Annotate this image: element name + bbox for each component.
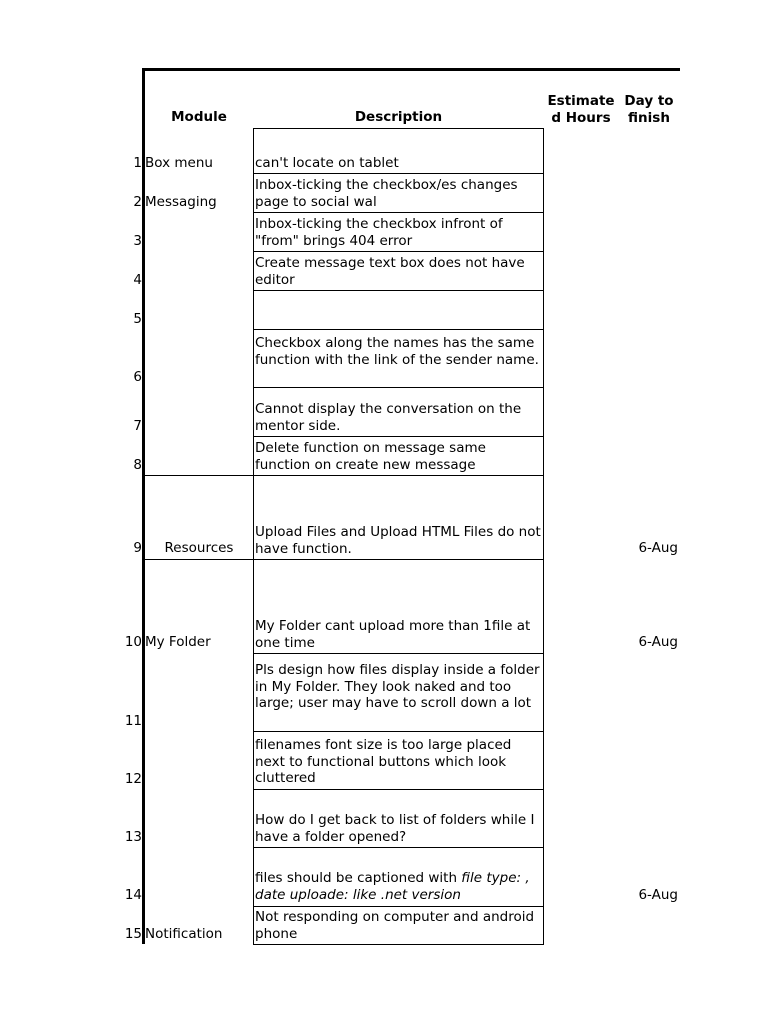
header-day-to-finish: Day to finish [624, 93, 674, 126]
module-name: Messaging [145, 194, 217, 210]
module-name: Box menu [145, 155, 213, 171]
row-number: 11 [124, 713, 142, 729]
description-text: Inbox-ticking the checkbox infront of "from" brings 404 error [255, 216, 503, 249]
row-number: 3 [133, 233, 142, 249]
top-border [142, 68, 680, 71]
description-cell [253, 290, 544, 330]
description-text: How do I get back to list of folders while I have a folder opened? [255, 812, 535, 845]
module-separator [145, 475, 253, 476]
row-number: 4 [133, 272, 142, 288]
row-number: 13 [124, 829, 142, 845]
row-number: 1 [133, 155, 142, 171]
description-text: files should be captioned with file type: , date uploade: like .net version [255, 870, 530, 903]
row-number: 2 [133, 194, 142, 210]
header-module: Module [171, 109, 227, 125]
module-name: Notification [145, 926, 223, 942]
day-to-finish-value: 6-Aug [638, 634, 678, 650]
description-text: Not responding on computer and android phone [255, 909, 535, 942]
row-number: 5 [133, 311, 142, 327]
header-estimated-hours: Estimate d Hours [547, 93, 615, 126]
module-name: Resources [164, 540, 234, 556]
row-number: 15 [124, 926, 142, 942]
row-number: 7 [133, 418, 142, 434]
row-number: 8 [133, 457, 142, 473]
description-text: Pls design how files display inside a folder in My Folder. They look naked and too large; user may have to scroll down a lot [255, 662, 540, 711]
header-description: Description [354, 109, 443, 125]
description-text: Checkbox along the names has the same function with the link of the sender name. [255, 335, 539, 368]
day-to-finish-value: 6-Aug [638, 887, 678, 903]
row-number: 14 [124, 887, 142, 903]
description-text: Upload Files and Upload HTML Files do not have function. [255, 524, 541, 557]
module-name: My Folder [145, 634, 211, 650]
description-text: filenames font size is too large placed next to functional buttons which look cluttered [255, 737, 512, 786]
row-number: 6 [133, 369, 142, 385]
description-text: Inbox-ticking the checkbox/es changes page to social wal [255, 177, 518, 210]
description-text: My Folder cant upload more than 1file at one time [255, 618, 531, 651]
description-text: can't locate on tablet [255, 155, 399, 171]
row-number: 9 [133, 540, 142, 556]
module-separator [145, 559, 253, 560]
row-number: 10 [124, 634, 142, 650]
description-text: Create message text box does not have editor [255, 255, 525, 288]
day-to-finish-value: 6-Aug [638, 540, 678, 556]
description-text: Cannot display the conversation on the mentor side. [255, 401, 522, 434]
row-number: 12 [124, 771, 142, 787]
description-text: Delete function on message same function on create new message [255, 440, 486, 473]
